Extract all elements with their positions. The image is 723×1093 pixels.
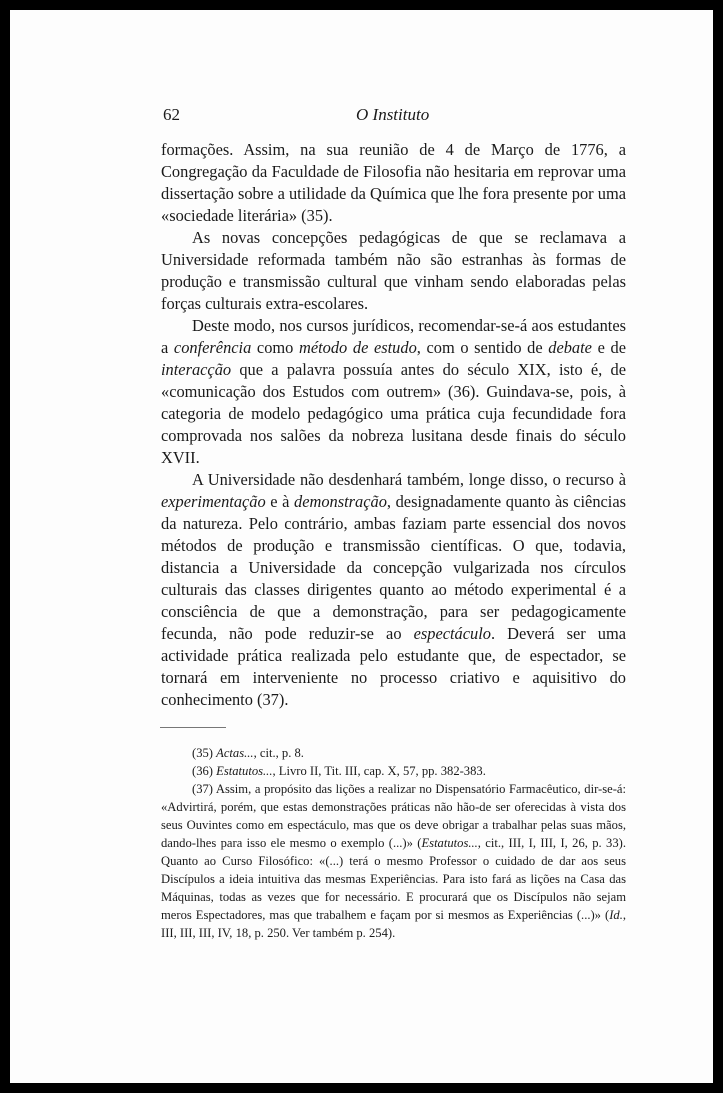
text-run: , Livro II, Tit. III, cap. X, 57, pp. 382-383. [272, 764, 486, 778]
text-run: e à [265, 492, 295, 511]
footnote-divider [160, 727, 226, 728]
text-run: (36) [192, 764, 217, 778]
text-run: (35) [192, 746, 217, 760]
text-run: , cit., III, I, III, I, 26, p. 33). Quanto ao Curso Filosófico: «(...) terá o mesmo Professor o cuidado de dar aos seus Discípulos a ideia intuitiva das mesmas Experiências. Para isto fará as lições na Casa das Máquinas, todas as vezes que for necessário. E procurará que os Discípulos não sejam meros Espectadores, mas que trabalhem e façam por si mesmos as Experiências (...)» ( [161, 836, 626, 922]
italic-run: espectáculo [413, 624, 491, 643]
paragraph-4 [161, 469, 626, 711]
footnote-35 [161, 744, 626, 762]
paragraph-3 [161, 315, 626, 469]
paragraph-2: As novas concepções pedagógicas de que se reclamava a Universidade reformada também não são estranhas às formas de produção e transmissão cultural que vinham sendo elaboradas pelas forças culturais extra-escolares. [161, 228, 626, 313]
italic-run: Id. [609, 908, 623, 922]
italic-run: interacção [161, 360, 232, 379]
italic-run: Estatutos... [421, 836, 478, 850]
text-run: , designadamente quanto às ciências da natureza. Pelo contrário, ambas faziam parte essencial dos novos métodos de produção e transmissão científicas. O que, todavia, distancia a Universidade da concepção vulgarizada nos círculos culturais das classes dirigentes quanto ao método experimental é a consciência de que a demonstração, para ser pedagogicamente fecunda, não pode reduzir-se ao [161, 492, 627, 643]
page-number: 62 [163, 105, 180, 124]
text-run: Deste modo, nos cursos jurídicos, recomendar-se-á aos estudantes a [161, 316, 626, 357]
italic-run: Estatutos... [216, 764, 273, 778]
text-run: e de [591, 338, 626, 357]
document-page [10, 10, 713, 1083]
text-run: (37) Assim, a propósito das lições a realizar no Dispensatório Farmacêutico, dir-se-á: «Advirtirá, porém, que estas demonstrações práticas não hão-de ser oferecidas à vista dos seus Ouvintes como em espectáculo, mas que os deve obrigar a trabalhar pelas suas mãos, dando-lhes para isso ele mesmo o exemplo (...)» ( [161, 782, 626, 850]
italic-run: debate [548, 338, 592, 357]
footnote-36 [161, 762, 626, 780]
italic-run: método de estudo [298, 338, 417, 357]
page-header [163, 105, 603, 129]
text-run: , III, III, III, IV, 18, p. 250. Ver também p. 254). [161, 908, 626, 940]
text-run: . Deverá ser uma actividade prática realizada pelo estudante que, de espectador, se tornará em interveniente no processo criativo e aquisitivo do conhecimento (37). [161, 624, 626, 709]
text-run: como [251, 338, 299, 357]
italic-run: experimentação [161, 492, 266, 511]
footnotes [161, 744, 626, 942]
italic-run: conferência [173, 338, 252, 357]
italic-run: demonstração [294, 492, 387, 511]
text-run: , cit., p. 8. [253, 746, 304, 760]
text-run: , com o sentido de [416, 338, 549, 357]
running-title: O Instituto [356, 105, 430, 124]
text-run: que a palavra possuía antes do século XIX, isto é, de «comunicação dos Estudos com outrem» (36). Guindava-se, pois, à categoria de modelo pedagógico uma prática cuja fecundidade fora comprovada nos salões da nobreza lusitana desde finais do século XVII. [161, 360, 626, 467]
footnote-37 [161, 780, 626, 942]
italic-run: Actas... [216, 746, 254, 760]
text-run: A Universidade não desdenhará também, longe disso, o recurso à [192, 470, 626, 489]
paragraph-1: formações. Assim, na sua reunião de 4 de Março de 1776, a Congregação da Faculdade de Filosofia não hesitaria em reprovar uma dissertação sobre a utilidade da Química que lhe fora presente por uma «sociedade literária» (35). [161, 140, 626, 225]
body-text [161, 139, 626, 711]
